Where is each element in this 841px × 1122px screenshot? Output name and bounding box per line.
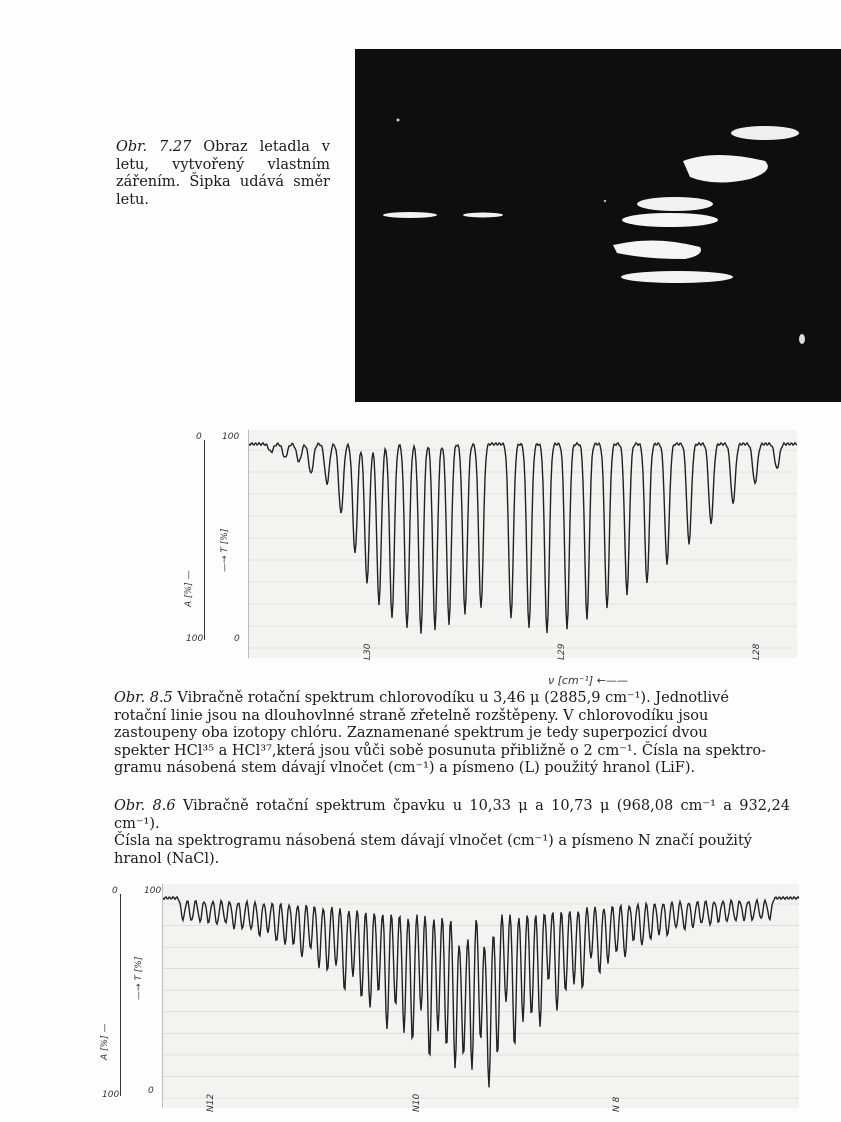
axis-line xyxy=(204,440,205,640)
marker-label: N 8 xyxy=(612,1096,622,1112)
spectrum-nh3 xyxy=(162,884,799,1108)
caption-line: Čísla na spektrogramu násobená stem dávají vlnočet (cm⁻¹) a písmeno N značí použitý xyxy=(114,833,752,849)
caption-fig-7-27 xyxy=(116,139,330,209)
caption-line: spekter HCl³⁵ a HCl³⁷,která jsou vůči sobě posunuta přibližně o 2 cm⁻¹. Čísla na spektro- xyxy=(114,742,767,759)
fig-label: Obr. 7.27 xyxy=(116,139,192,155)
caption-line: rotační linie jsou na dlouhovlnné straně zřetelně rozštěpeny. V chlorovodíku jsou xyxy=(114,707,709,724)
axis-right-bottom: 0 xyxy=(234,634,240,644)
axis-left-top: 0 xyxy=(112,886,118,896)
axis-left-top: 0 xyxy=(196,432,202,442)
aircraft-thermal-photo xyxy=(355,49,841,402)
caption-line: hranol (NaCl). xyxy=(114,850,220,867)
marker-label: N12 xyxy=(206,1093,216,1112)
marker-label: L28 xyxy=(752,643,762,660)
axis-right-top: 100 xyxy=(144,886,162,896)
caption-fig-8-5 xyxy=(114,690,790,778)
spectrum-hcl xyxy=(248,430,797,658)
axis-right-bottom: 0 xyxy=(148,1086,154,1096)
caption-line: Vibračně rotační spektrum čpavku u 10,33 μ a 10,73 μ (968,08 cm⁻¹ a 932,24 cm⁻¹). xyxy=(114,798,791,832)
marker-label: L29 xyxy=(557,643,567,660)
fig-label: Obr. 8.5 xyxy=(114,690,173,706)
axis-right-top: 100 xyxy=(222,432,240,442)
fig-label: Obr. 8.6 xyxy=(114,798,176,814)
axis-label-transmittance: —→ T [%] xyxy=(220,528,230,572)
axis-left-bottom: 100 xyxy=(186,634,204,644)
caption-line: zastoupeny oba izotopy chlóru. Zaznamenané spektrum je tedy superpozicí dvou xyxy=(114,725,708,741)
caption-line: Vibračně rotační spektrum chlorovodíku u 3,46 μ (2885,9 cm⁻¹). Jednotlivé xyxy=(177,690,729,706)
axis-label-absorbance: A [%] — xyxy=(100,1023,110,1060)
axis-line xyxy=(120,894,121,1096)
caption-line: gramu násobená stem dávají vlnočet (cm⁻¹) a písmeno (L) použitý hranol (LiF). xyxy=(114,760,696,776)
caption-text: Obraz letadla v letu, vytvořený vlastním zářením. Šipka udává směr letu. xyxy=(116,139,330,208)
axis-label-absorbance: A [%] — xyxy=(184,570,194,607)
marker-label: L30 xyxy=(363,643,373,660)
caption-fig-8-6 xyxy=(114,798,790,868)
x-axis-label: ν [cm⁻¹] ←—— xyxy=(548,674,628,687)
axis-left-bottom: 100 xyxy=(102,1090,120,1100)
marker-label: N10 xyxy=(412,1093,422,1112)
axis-label-transmittance: —→ T [%] xyxy=(134,956,144,1000)
